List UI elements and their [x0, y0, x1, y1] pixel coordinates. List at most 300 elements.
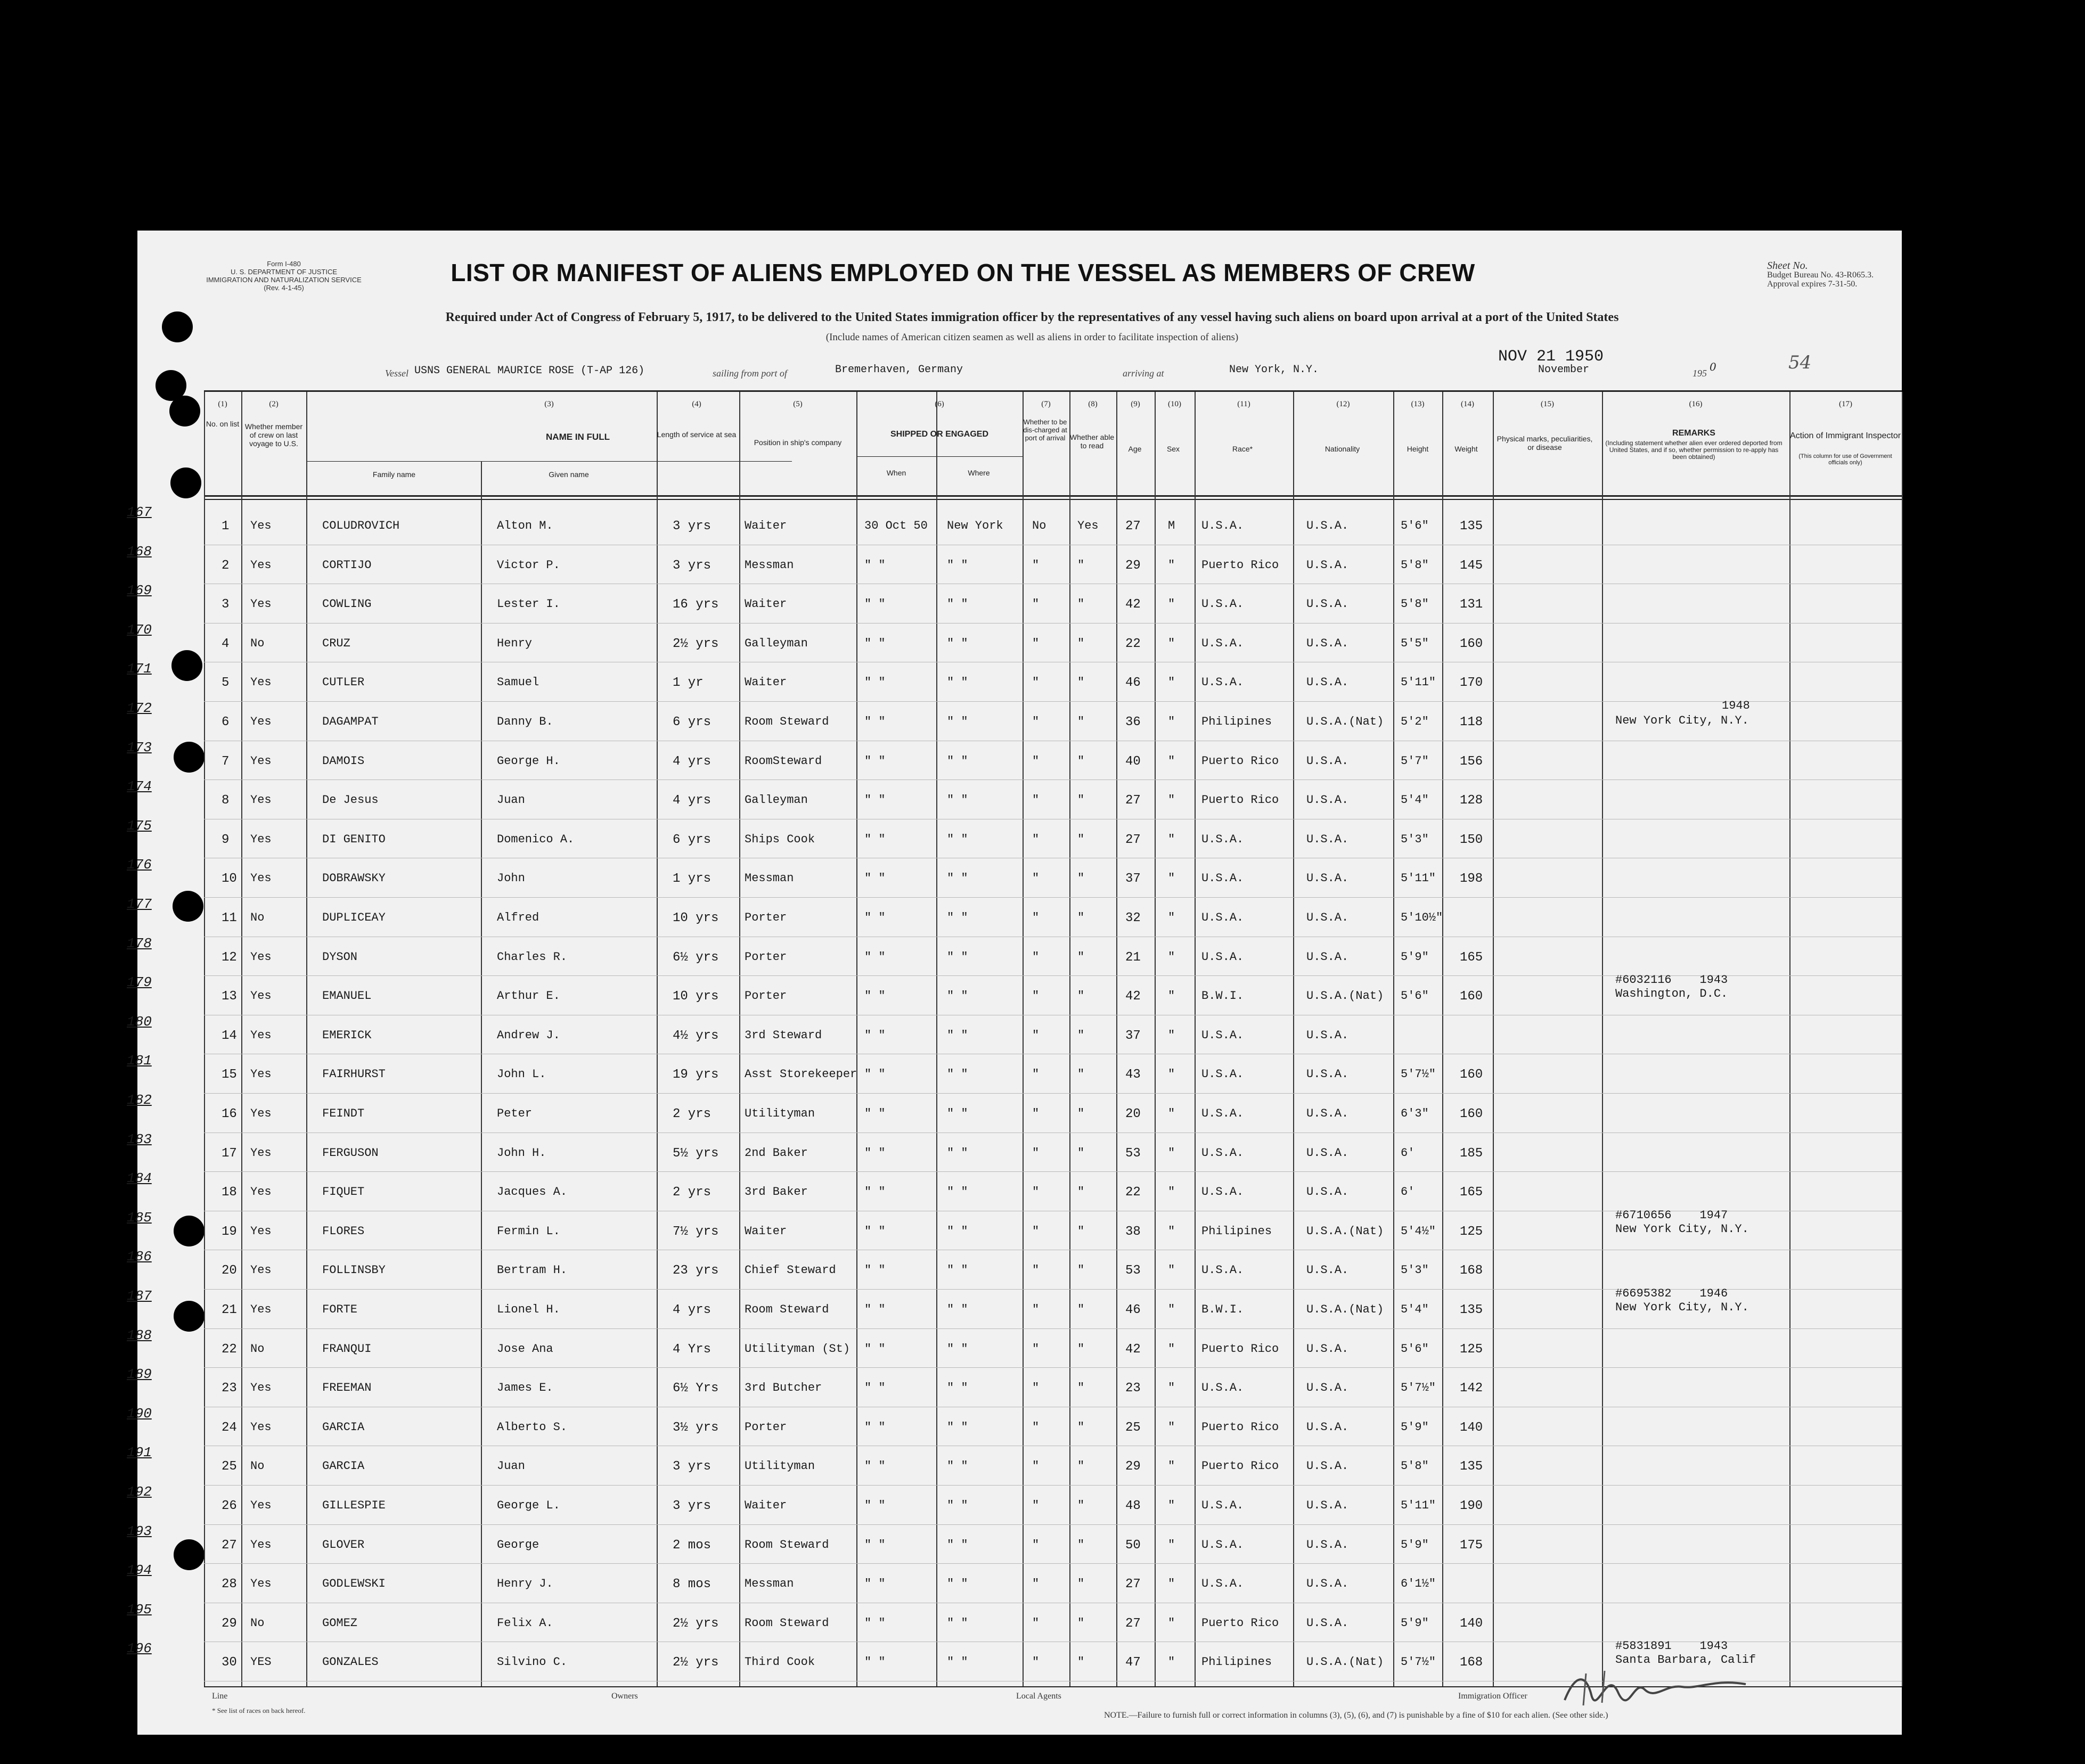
able-to-read-cell: " — [1077, 1381, 1085, 1395]
given-name-cell: Alton M. — [497, 519, 553, 532]
height-cell: 5'7" — [1401, 754, 1429, 768]
weight-cell: 170 — [1460, 676, 1483, 691]
column-number: (3) — [544, 400, 554, 408]
last-voyage-cell: Yes — [250, 1263, 272, 1277]
shipped-where-cell: " " — [947, 989, 968, 1003]
last-voyage-cell: YES — [250, 1655, 272, 1669]
shipped-when-cell: " " — [864, 1263, 886, 1277]
family-name-cell: DAMOIS — [322, 754, 365, 768]
nationality-cell: U.S.A. — [1306, 911, 1349, 924]
manifest-sheet — [127, 231, 1902, 1735]
sex-cell: " — [1168, 1224, 1175, 1238]
family-name-cell: FEINDT — [322, 1107, 365, 1120]
height-cell: 6' — [1401, 1146, 1415, 1160]
nationality-cell: U.S.A.(Nat) — [1306, 1224, 1384, 1238]
able-to-read-cell: " — [1077, 1577, 1085, 1591]
discharged-cell: " — [1032, 676, 1040, 690]
header-weight: Weight — [1454, 445, 1478, 453]
service-length-cell: 2 yrs — [673, 1185, 712, 1200]
last-voyage-cell: Yes — [250, 558, 272, 572]
shipped-when-cell: " " — [864, 1538, 886, 1552]
header-race: Race* — [1232, 445, 1253, 453]
weight-cell: 128 — [1460, 793, 1483, 808]
row-number: 11 — [222, 911, 237, 925]
able-to-read-cell: " — [1077, 950, 1085, 964]
discharged-cell: " — [1032, 1538, 1040, 1552]
column-number: (11) — [1237, 400, 1250, 408]
weight-cell: 160 — [1460, 1068, 1483, 1082]
column-divider — [241, 392, 242, 1686]
age-cell: 22 — [1125, 636, 1141, 651]
family-name-cell: FRANQUI — [322, 1342, 372, 1356]
family-name-cell: DYSON — [322, 950, 358, 964]
header-able-to-read: Whether able to read — [1069, 433, 1115, 450]
nationality-cell: U.S.A. — [1306, 1342, 1349, 1356]
header-last-voyage: Whether member of crew on last voyage to U.S. — [244, 422, 303, 448]
discharged-cell: " — [1032, 1381, 1040, 1395]
age-cell: 46 — [1125, 1303, 1141, 1317]
shipped-when-cell: " " — [864, 636, 886, 650]
budget-bureau-no: Budget Bureau No. 43-R065.3. — [1767, 270, 1874, 280]
sex-cell: " — [1168, 715, 1175, 728]
shipped-when-cell: " " — [864, 676, 886, 690]
height-cell: 5'2" — [1401, 715, 1429, 728]
row-number: 29 — [222, 1616, 237, 1631]
header-remarks-note: (Including statement whether alien ever ordered deported from United States, and if so, whether permission to re-apply has been obtained) — [1605, 439, 1783, 461]
last-voyage-cell: Yes — [250, 1381, 272, 1395]
position-cell: Asst Storekeeper — [745, 1068, 857, 1081]
arriving-at-port: New York, N.Y. — [1229, 364, 1319, 376]
given-name-cell: James E. — [497, 1381, 553, 1395]
race-cell: Puerto Rico — [1201, 1342, 1279, 1356]
age-cell: 40 — [1125, 754, 1141, 769]
shipped-when-cell: " " — [864, 950, 886, 964]
last-voyage-cell: Yes — [250, 1224, 272, 1238]
weight-cell: 160 — [1460, 1107, 1483, 1121]
handwritten-list-number: 168 — [127, 543, 152, 560]
family-name-cell: COWLING — [322, 597, 372, 611]
weight-cell: 135 — [1460, 519, 1483, 534]
discharged-cell: " — [1032, 1459, 1040, 1473]
manifest-subtitle-note: (Include names of American citizen seamen as well as aliens in order to facilitate inspection of aliens) — [825, 332, 1239, 343]
last-voyage-cell: No — [250, 1616, 265, 1630]
handwritten-list-number: 191 — [127, 1445, 152, 1461]
row-divider — [204, 1485, 1902, 1486]
given-name-cell: Alberto S. — [497, 1420, 568, 1434]
row-divider — [204, 701, 1902, 702]
height-cell: 5'4" — [1401, 1303, 1429, 1316]
nationality-cell: U.S.A. — [1306, 1263, 1349, 1277]
last-voyage-cell: Yes — [250, 950, 272, 964]
shipped-where-cell: " " — [947, 1028, 968, 1042]
given-name-cell: Henry — [497, 636, 533, 650]
height-cell: 5'9" — [1401, 1616, 1429, 1630]
handwritten-list-number: 188 — [127, 1327, 152, 1343]
sex-cell: " — [1168, 1303, 1175, 1316]
weight-cell: 165 — [1460, 1185, 1483, 1200]
shipped-when-cell: " " — [864, 1655, 886, 1669]
nationality-cell: U.S.A. — [1306, 636, 1349, 650]
height-cell: 6'3" — [1401, 1107, 1429, 1120]
shipped-when-cell: " " — [864, 989, 886, 1003]
sex-cell: " — [1168, 1263, 1175, 1277]
row-number: 5 — [222, 676, 230, 691]
last-voyage-cell: Yes — [250, 989, 272, 1003]
last-voyage-cell: Yes — [250, 1499, 272, 1512]
header-inspector-action: Action of Immigrant Inspector — [1789, 431, 1901, 440]
able-to-read-cell: " — [1077, 832, 1085, 846]
race-cell: Puerto Rico — [1201, 754, 1279, 768]
shipped-where-cell: " " — [947, 558, 968, 572]
shipped-where-cell: " " — [947, 715, 968, 728]
remark-cell: #6710656 1947 New York City, N.Y. — [1615, 1208, 1749, 1236]
weight-cell: 140 — [1460, 1616, 1483, 1631]
sex-cell: " — [1168, 1381, 1175, 1395]
sex-cell: " — [1168, 1655, 1175, 1669]
service-length-cell: 16 yrs — [673, 597, 719, 612]
family-name-cell: De Jesus — [322, 793, 379, 807]
shipped-when-cell: " " — [864, 754, 886, 768]
row-number: 17 — [222, 1146, 237, 1161]
position-cell: 2nd Baker — [745, 1146, 808, 1160]
family-name-cell: FOLLINSBY — [322, 1263, 386, 1277]
race-cell: Philipines — [1201, 715, 1272, 728]
sex-cell: " — [1168, 911, 1175, 924]
race-cell: U.S.A. — [1201, 1068, 1244, 1081]
given-name-cell: Victor P. — [497, 558, 560, 572]
service-length-cell: 4 yrs — [673, 1303, 712, 1317]
shipped-where-cell: " " — [947, 1420, 968, 1434]
position-cell: Galleyman — [745, 636, 808, 650]
height-cell: 5'3" — [1401, 832, 1429, 846]
age-cell: 27 — [1125, 1577, 1141, 1592]
punch-hole — [169, 396, 200, 426]
row-number: 26 — [222, 1499, 237, 1513]
nationality-cell: U.S.A. — [1306, 1068, 1349, 1081]
column-divider — [1789, 392, 1790, 1686]
family-name-cell: CUTLER — [322, 676, 365, 690]
position-cell: Waiter — [745, 597, 787, 611]
last-voyage-cell: No — [250, 636, 265, 650]
shipped-where-cell: " " — [947, 1146, 968, 1160]
shipped-when-cell: " " — [864, 715, 886, 728]
family-name-cell: GARCIA — [322, 1420, 365, 1434]
column-divider — [306, 392, 307, 1686]
able-to-read-cell: " — [1077, 1499, 1085, 1512]
column-number: (12) — [1336, 400, 1350, 408]
header-inspector-note: (This column for use of Government officials only) — [1798, 453, 1892, 466]
height-cell: 5'8" — [1401, 1459, 1429, 1473]
last-voyage-cell: Yes — [250, 676, 272, 690]
able-to-read-cell: " — [1077, 1146, 1085, 1160]
race-cell: U.S.A. — [1201, 872, 1244, 885]
age-cell: 53 — [1125, 1263, 1141, 1278]
column-number: (2) — [269, 400, 279, 408]
family-name-cell: GARCIA — [322, 1459, 365, 1473]
column-divider — [657, 392, 658, 1686]
column-number: (4) — [692, 400, 701, 408]
age-cell: 32 — [1125, 911, 1141, 925]
header-remarks: REMARKS — [1672, 429, 1715, 438]
column-number: (17) — [1839, 400, 1852, 408]
handwritten-list-number: 192 — [127, 1484, 152, 1500]
given-name-cell: Andrew J. — [497, 1028, 560, 1042]
position-cell: 3rd Baker — [745, 1185, 808, 1199]
shipped-where-cell: " " — [947, 1381, 968, 1395]
service-length-cell: 3 yrs — [673, 1459, 712, 1474]
last-voyage-cell: Yes — [250, 832, 272, 846]
remark-cell: #6695382 1946 New York City, N.Y. — [1615, 1287, 1749, 1314]
service-length-cell: 4½ yrs — [673, 1028, 719, 1043]
discharged-cell: " — [1032, 1146, 1040, 1160]
handwritten-list-number: 175 — [127, 817, 152, 834]
last-voyage-cell: Yes — [250, 1538, 272, 1552]
arrival-year-suffix: 0 — [1710, 360, 1716, 373]
shipped-where-cell: " " — [947, 1263, 968, 1277]
header-age: Age — [1128, 445, 1142, 453]
height-cell: 5'11" — [1401, 676, 1436, 690]
punch-hole — [174, 1539, 205, 1570]
discharged-cell: " — [1032, 832, 1040, 846]
position-cell: Ships Cook — [745, 832, 815, 846]
given-name-cell: Jose Ana — [497, 1342, 553, 1356]
header-shipped-or-engaged: SHIPPED OR ENGAGED — [890, 430, 989, 439]
nationality-cell: U.S.A. — [1306, 676, 1349, 690]
header-physical-marks: Physical marks, peculiarities, or disease — [1497, 434, 1593, 452]
able-to-read-cell: " — [1077, 1185, 1085, 1199]
able-to-read-cell: " — [1077, 1459, 1085, 1473]
row-number: 23 — [222, 1381, 237, 1396]
able-to-read-cell: " — [1077, 1342, 1085, 1356]
given-name-cell: George H. — [497, 754, 560, 768]
family-name-cell: FERGUSON — [322, 1146, 379, 1160]
discharged-cell: " — [1032, 1655, 1040, 1669]
family-name-cell: FREEMAN — [322, 1381, 372, 1395]
given-name-cell: Henry J. — [497, 1577, 553, 1591]
punch-hole — [173, 891, 203, 922]
age-cell: 53 — [1125, 1146, 1141, 1161]
discharged-cell: " — [1032, 1107, 1040, 1120]
handwritten-list-number: 187 — [127, 1288, 152, 1304]
shipped-where-cell: " " — [947, 1655, 968, 1669]
column-divider — [1293, 392, 1294, 1686]
shipped-where-cell: " " — [947, 1342, 968, 1356]
row-divider — [204, 1171, 1902, 1172]
punch-hole — [170, 467, 201, 498]
header-sex: Sex — [1166, 445, 1180, 453]
row-number: 8 — [222, 793, 230, 808]
sex-cell: " — [1168, 1028, 1175, 1042]
able-to-read-cell: " — [1077, 1655, 1085, 1669]
last-voyage-cell: Yes — [250, 1107, 272, 1120]
weight-cell: 131 — [1460, 597, 1483, 612]
height-cell: 5'4½" — [1401, 1224, 1436, 1238]
shipped-where-cell: " " — [947, 872, 968, 885]
weight-cell: 160 — [1460, 636, 1483, 651]
approval-expiry: Approval expires 7-31-50. — [1767, 280, 1858, 289]
handwritten-list-number: 193 — [127, 1523, 152, 1539]
header-when: When — [886, 469, 906, 477]
sex-cell: " — [1168, 676, 1175, 690]
sex-cell: " — [1168, 1499, 1175, 1512]
family-name-cell: FORTE — [322, 1303, 358, 1316]
age-cell: 27 — [1125, 793, 1141, 808]
row-number: 16 — [222, 1107, 237, 1121]
service-length-cell: 2½ yrs — [673, 1616, 719, 1631]
height-cell: 5'11" — [1401, 1499, 1436, 1512]
family-name-cell: COLUDROVICH — [322, 519, 400, 532]
weight-cell: 198 — [1460, 872, 1483, 887]
handwritten-list-number: 177 — [127, 896, 152, 912]
race-cell: U.S.A. — [1201, 1263, 1244, 1277]
age-cell: 29 — [1125, 1459, 1141, 1474]
able-to-read-cell: " — [1077, 872, 1085, 885]
shipped-where-cell: " " — [947, 1499, 968, 1512]
race-cell: U.S.A. — [1201, 950, 1244, 964]
position-cell: Utilityman (St) — [745, 1342, 851, 1356]
discharged-cell: " — [1032, 1185, 1040, 1199]
height-cell: 5'10½" — [1401, 911, 1443, 924]
given-name-cell: Fermin L. — [497, 1224, 560, 1238]
discharged-cell: " — [1032, 558, 1040, 572]
last-voyage-cell: Yes — [250, 1420, 272, 1434]
age-cell: 27 — [1125, 519, 1141, 534]
position-cell: Messman — [745, 872, 794, 885]
remark-cell: #5831891 1943 Santa Barbara, Calif — [1615, 1639, 1756, 1667]
family-name-cell: EMANUEL — [322, 989, 372, 1003]
sailing-from-port: Bremerhaven, Germany — [835, 364, 963, 376]
age-cell: 20 — [1125, 1107, 1141, 1121]
race-cell: U.S.A. — [1201, 597, 1244, 611]
manifest-subtitle: Required under Act of Congress of February 5, 1917, to be delivered to the United States immigration officer by the representatives of any vessel having such aliens on board upon arrival at a port of the United States — [445, 310, 1619, 324]
header-position: Position in ship's company — [754, 438, 842, 447]
header-length-of-service: Length of service at sea — [657, 430, 737, 439]
header-given-name: Given name — [549, 470, 589, 479]
service-length-cell: 19 yrs — [673, 1068, 719, 1082]
position-cell: Chief Steward — [745, 1263, 836, 1277]
shipped-when-cell: " " — [864, 1107, 886, 1120]
header-bottom-rule-2 — [204, 499, 1902, 500]
remark-cell: New York City, N.Y. — [1615, 714, 1749, 727]
race-cell: U.S.A. — [1201, 1499, 1244, 1512]
service-length-cell: 23 yrs — [673, 1263, 719, 1278]
height-cell: 5'6" — [1401, 989, 1429, 1003]
handwritten-list-number: 189 — [127, 1366, 152, 1383]
row-number: 25 — [222, 1459, 237, 1474]
arrival-date-stamp: NOV 21 1950 — [1498, 348, 1604, 366]
shipped-where-cell: " " — [947, 1303, 968, 1316]
family-name-cell: GOMEZ — [322, 1616, 358, 1630]
age-cell: 38 — [1125, 1224, 1141, 1239]
family-name-cell: CRUZ — [322, 636, 350, 650]
last-voyage-cell: No — [250, 911, 265, 924]
shipped-subheader-rule — [856, 456, 1023, 457]
weight-cell: 175 — [1460, 1538, 1483, 1553]
given-name-cell: John H. — [497, 1146, 546, 1160]
discharged-cell: " — [1032, 636, 1040, 650]
race-cell: B.W.I. — [1201, 989, 1244, 1003]
row-number: 19 — [222, 1224, 237, 1239]
position-cell: Porter — [745, 911, 787, 924]
column-divider — [1023, 392, 1024, 1686]
punch-hole — [174, 1301, 205, 1332]
row-number: 12 — [222, 950, 237, 965]
shipped-where-cell: " " — [947, 676, 968, 690]
sex-cell: " — [1168, 1107, 1175, 1120]
column-divider — [481, 461, 482, 1686]
age-cell: 23 — [1125, 1381, 1141, 1396]
race-cell: U.S.A. — [1201, 1028, 1244, 1042]
race-cell: U.S.A. — [1201, 832, 1244, 846]
discharged-cell: " — [1032, 950, 1040, 964]
header-where: Where — [968, 469, 990, 477]
shipped-where-cell: " " — [947, 1538, 968, 1552]
shipped-when-cell: " " — [864, 1577, 886, 1591]
shipped-when-cell: " " — [864, 597, 886, 611]
discharged-cell: " — [1032, 1068, 1040, 1081]
position-cell: Utilityman — [745, 1459, 815, 1473]
discharged-cell: " — [1032, 715, 1040, 728]
given-name-cell: Lionel H. — [497, 1303, 560, 1316]
punch-hole — [174, 742, 205, 773]
service-length-cell: 6 yrs — [673, 715, 712, 729]
punch-hole — [171, 650, 202, 681]
age-cell: 37 — [1125, 1028, 1141, 1043]
column-divider — [1069, 392, 1070, 1686]
nationality-cell: U.S.A.(Nat) — [1306, 715, 1384, 728]
sex-cell: " — [1168, 872, 1175, 885]
age-cell: 21 — [1125, 950, 1141, 965]
column-divider — [204, 392, 205, 1686]
service-length-cell: 3 yrs — [673, 519, 712, 534]
nationality-cell: U.S.A.(Nat) — [1306, 1655, 1384, 1669]
row-number: 18 — [222, 1185, 237, 1200]
service-length-cell: 4 Yrs — [673, 1342, 712, 1357]
sheet-number-label: Sheet No. — [1767, 260, 1808, 272]
race-cell: U.S.A. — [1201, 676, 1244, 690]
column-divider — [739, 392, 740, 1686]
handwritten-list-number: 179 — [127, 974, 152, 991]
race-cell: B.W.I. — [1201, 1303, 1244, 1316]
service-name: IMMIGRATION AND NATURALIZATION SERVICE — [206, 276, 362, 284]
row-number: 20 — [222, 1263, 237, 1278]
weight-cell: 185 — [1460, 1146, 1483, 1161]
row-number: 22 — [222, 1342, 237, 1357]
row-divider — [204, 1093, 1902, 1094]
family-name-cell: DAGAMPAT — [322, 715, 379, 728]
column-divider — [1155, 392, 1156, 1686]
vessel-label: Vessel — [385, 368, 408, 379]
height-cell: 5'7½" — [1401, 1655, 1436, 1669]
family-name-cell: CORTIJO — [322, 558, 372, 572]
manifest-title: LIST OR MANIFEST OF ALIENS EMPLOYED ON THE VESSEL AS MEMBERS OF CREW — [451, 259, 1475, 286]
discharged-cell: " — [1032, 1303, 1040, 1316]
column-number: (7) — [1041, 400, 1051, 408]
sex-cell: " — [1168, 1146, 1175, 1160]
last-voyage-cell: Yes — [250, 597, 272, 611]
handwritten-list-number: 194 — [127, 1562, 152, 1579]
last-voyage-cell: Yes — [250, 754, 272, 768]
header-no-on-list: No. on list — [206, 420, 240, 428]
position-cell: Waiter — [745, 1499, 787, 1512]
position-cell: Room Steward — [745, 1303, 829, 1316]
last-voyage-cell: No — [250, 1342, 265, 1356]
handwritten-list-number: 196 — [127, 1640, 152, 1657]
nationality-cell: U.S.A. — [1306, 519, 1349, 532]
race-cell: U.S.A. — [1201, 636, 1244, 650]
service-length-cell: 4 yrs — [673, 754, 712, 769]
able-to-read-cell: " — [1077, 793, 1085, 807]
